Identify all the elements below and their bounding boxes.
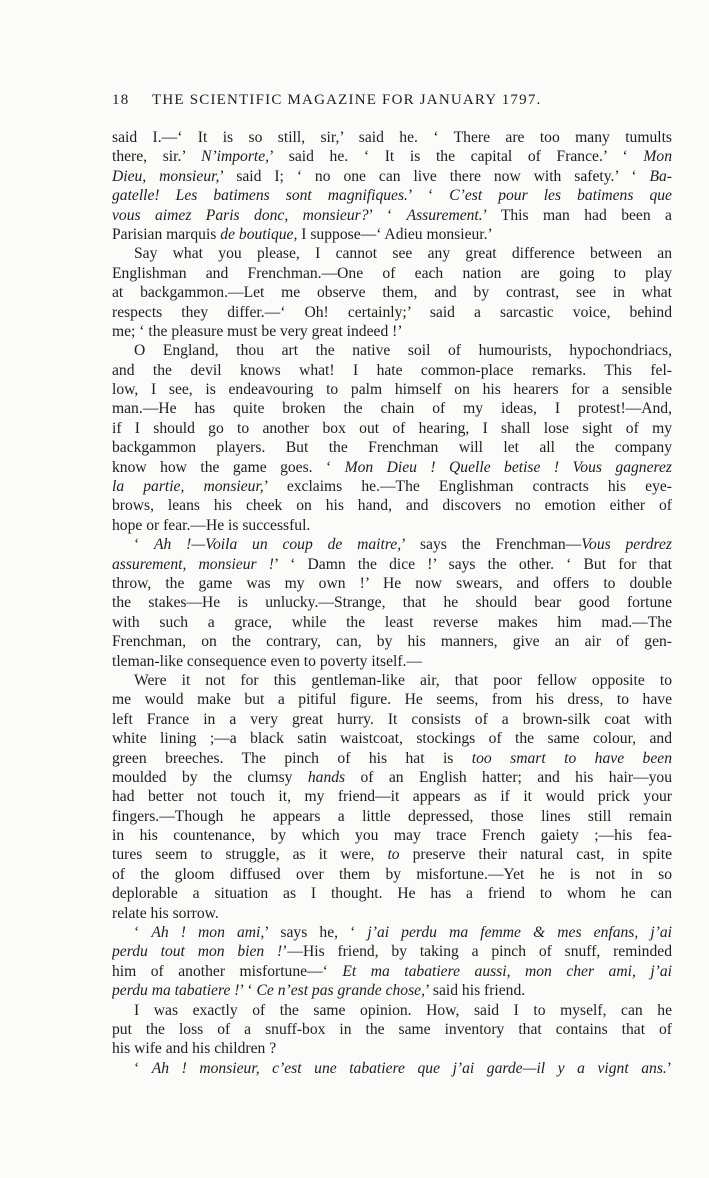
text-segment: ’ exclaims he.—The Englishman contracts his eye- [263,478,672,496]
text-line [112,303,672,322]
text-line [112,632,672,651]
italic-text: Ba- [649,167,672,185]
text-segment: him of another misfortune—‘ [112,962,343,980]
text-segment: of an English hatter; and his hair—you [345,768,672,786]
page-number: 18 [112,92,130,108]
text-line [112,787,672,806]
text-line [112,458,672,477]
text-segment: Parisian marquis [112,225,221,243]
text-line [112,322,672,341]
text-line [112,749,672,768]
text-line [112,574,672,593]
text-segment: know how the game goes. ‘ [112,458,345,476]
article-body [112,128,672,1078]
text-line [112,516,672,535]
text-segment: ’—His friend, by taking a pinch of snuff, reminded [282,943,672,961]
text-segment: tures seem to struggle, as it were, [112,846,388,864]
text-segment: ’ ‘ Damn the dice !’ says the other. ‘ But for that [273,555,672,573]
text-line [112,341,672,360]
italic-text: Ah !—Voila un coup de maitre, [154,536,402,554]
text-segment: ’ said I; ‘ no one can live there now with safety.’ ‘ [219,167,650,185]
text-segment: ’ said he. ‘ It is the capital of France.’ ‘ [269,148,644,166]
text-line [112,1020,672,1039]
text-segment: the stakes—He is unlucky.—Strange, that he should bear good fortune [112,594,672,612]
text-line [112,1039,672,1058]
italic-text: perdu ma tabatiere ! [112,982,240,1000]
text-segment: O England, thou art the native soil of humourists, hypochondriacs, [134,342,672,360]
text-segment: hope or fear.—He is successful. [112,516,311,534]
italic-text: gatelle! Les batimens sont magnifiques. [112,187,408,205]
italic-text: Et ma tabatiere aussi, mon cher ami, j’ai [342,962,672,980]
italic-text: la partie, monsieur, [112,478,264,496]
text-segment: throw, the game was my own !’ He now swears, and offers to double [112,574,672,592]
text-line [112,264,672,283]
italic-text: C’est pour les batimens que [449,187,672,205]
text-segment: moulded by the clumsy [112,768,308,786]
text-segment: his wife and his children ? [112,1040,277,1058]
text-line [112,1001,672,1020]
text-line [112,186,672,205]
text-segment: deplorable a situation as I thought. He has a friend to whom he can [112,885,672,903]
text-line [112,729,672,748]
italic-text: Mon [643,148,672,166]
text-segment: said I.—‘ It is so still, sir,’ said he. ‘ There are too many tumults [112,129,672,146]
text-line [112,206,672,225]
text-line [112,710,672,729]
text-segment: and the devil knows what! I hate common-place remarks. This fel- [112,361,672,379]
text-segment: Were it not for this gentleman-like air, that poor fellow opposite to [134,671,672,689]
text-segment: ’ [666,1059,672,1077]
text-segment: green breeches. The pinch of his hat is [112,749,472,767]
text-segment: ’ This man had been a [482,206,672,224]
italic-text: j’ai perdu ma femme & mes enfans, j’ai [367,924,672,942]
text-segment: white lining ;—a black satin waistcoat, stockings of the same colour, and [112,730,672,748]
text-segment: at backgammon.—Let me observe them, and by contrast, see in what [112,284,672,302]
italic-text: Vous perdrez [581,536,672,554]
text-segment: preserve their natural cast, in spite [399,846,672,864]
text-line [112,128,672,147]
text-segment: with such a grace, while the least reverse makes him mad.—The [112,613,672,631]
text-line [112,438,672,457]
text-line [112,225,672,244]
text-line [112,962,672,981]
text-segment: I was exactly of the same opinion. How, said I to myself, can he [134,1001,672,1019]
text-line [112,496,672,515]
italic-text: Assurement. [406,206,483,224]
text-segment: me; ‘ the pleasure must be very great indeed !’ [112,322,403,340]
italic-text: Ah ! monsieur, c’est une tabatiere que j’ai garde—il y a vignt ans. [151,1059,667,1077]
italic-text: Ce n’est pas grande chose, [256,982,425,1000]
text-segment: there, sir.’ [112,148,202,166]
text-segment: Frenchman, on the contrary, can, by his manners, give an air of gen- [112,633,672,651]
text-segment: ‘ [134,924,152,942]
text-line [112,826,672,845]
text-segment: left France in a very great hurry. It consists of a brown-silk coat with [112,710,672,728]
text-line [112,283,672,302]
italic-text: too smart to have been [471,749,672,767]
text-line [112,555,672,574]
text-segment: ’ says he, ‘ [264,924,368,942]
text-line [112,613,672,632]
text-line [112,845,672,864]
running-title: THE SCIENTIFIC MAGAZINE FOR JANUARY 1797. [152,92,542,108]
italic-text: Mon Dieu ! Quelle betise ! Vous gagnerez [344,458,672,476]
italic-text: vous aimez Paris donc, monsieur? [112,206,369,224]
text-segment: relate his sorrow. [112,904,219,922]
italic-text: N’importe, [201,148,270,166]
text-line [112,244,672,263]
italic-text: hands [307,768,346,786]
text-segment: fingers.—Though he appears a little depressed, those lines still remain [112,807,672,825]
text-line [112,380,672,399]
italic-text: Ah ! mon ami, [151,924,265,942]
text-segment: ’ ‘ [368,206,407,224]
text-segment: man.—He has quite broken the chain of my ideas, I protest!—And, [112,400,672,418]
text-line [112,981,672,1000]
text-segment: put the loss of a snuff-box in the same inventory that contains that of [112,1020,672,1038]
italic-text: to [387,846,400,864]
text-line [112,652,672,671]
text-line [112,399,672,418]
text-segment: ’ ‘ [407,187,450,205]
text-line [112,419,672,438]
text-line [112,535,672,554]
running-header [112,92,672,109]
text-line [112,167,672,186]
text-line [112,671,672,690]
text-line [112,904,672,923]
text-line [112,807,672,826]
text-line [112,865,672,884]
text-segment: brows, leans his cheek on his hand, and discovers no emotion either of [112,497,672,515]
text-segment: tleman-like consequence even to poverty itself.— [112,652,423,670]
text-segment: ’ ‘ [239,982,257,1000]
text-segment: ‘ [134,536,154,554]
italic-text: perdu tout mon bien ! [112,943,283,961]
text-line [112,361,672,380]
text-segment: respects they differ.—‘ Oh! certainly;’ said a sarcastic voice, behind [112,303,672,321]
text-segment: me would make but a pitiful figure. He seems, from his dress, to have [112,691,672,709]
text-line [112,690,672,709]
text-segment: if I should go to another box out of hearing, I shall lose sight of my [112,419,672,437]
text-line [112,147,672,166]
text-line [112,942,672,961]
italic-text: de boutique, [220,225,298,243]
italic-text: Dieu, monsieur, [112,167,220,185]
text-segment: ‘ [134,1059,152,1077]
text-segment: in his countenance, by which you may trace French gaiety ;—his fea- [112,827,672,845]
text-segment: ’ says the Frenchman— [401,536,582,554]
text-segment: I suppose—‘ Adieu monsieur.’ [297,225,493,243]
text-segment: ’ said his friend. [424,982,526,1000]
text-segment: Say what you please, I cannot see any great difference between an [134,245,672,263]
text-line [112,1059,672,1078]
text-segment: Englishman and Frenchman.—One of each nation are going to play [112,264,672,282]
text-line [112,923,672,942]
text-segment: backgammon players. But the Frenchman will let all the company [112,439,672,457]
text-line [112,884,672,903]
text-line [112,477,672,496]
text-segment: of the gloom diffused over them by misfortune.—Yet he is not in so [112,865,672,883]
italic-text: assurement, monsieur ! [112,555,274,573]
text-line [112,768,672,787]
text-segment: had better not touch it, my friend—it appears as if it would prick your [112,788,672,806]
text-segment: low, I see, is endeavouring to palm himself on his hearers for a sensible [112,381,672,399]
text-line [112,593,672,612]
